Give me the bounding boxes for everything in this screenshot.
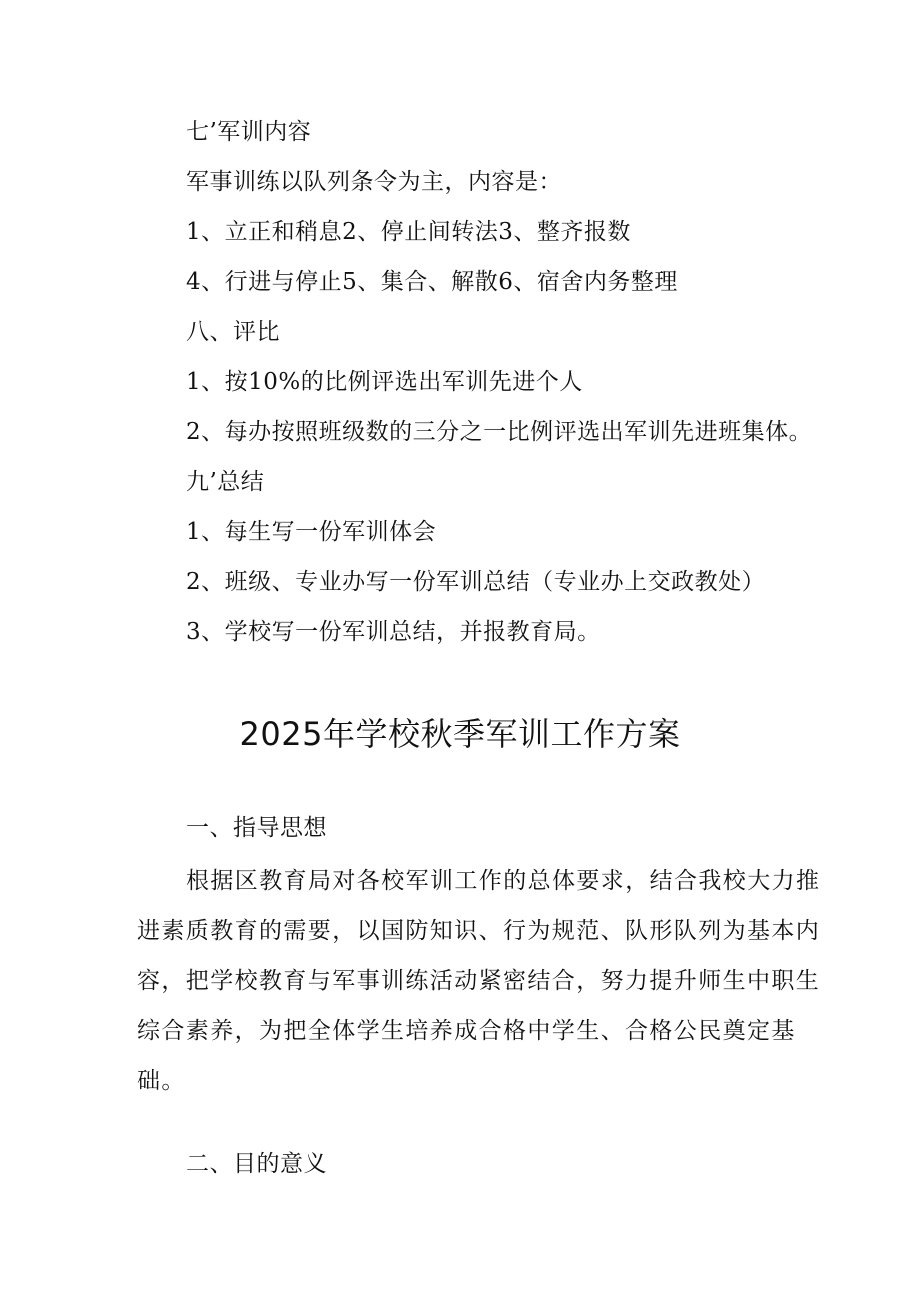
paragraph-line: 综合素养，为把全体学生培养成合格中学生、合格公民奠定基: [137, 1018, 796, 1044]
part-1-paragraph: [137, 856, 821, 1106]
section-7-intro: 军事训练以队列条令为主，内容是：: [186, 169, 562, 195]
section-8-heading: 八、评比: [186, 319, 280, 345]
paragraph-line: 根据区教育局对各校军训工作的总体要求，结合我校大力推: [186, 868, 821, 894]
part-1-heading: 一、指导思想: [186, 815, 327, 841]
paragraph-line: 容，把学校教育与军事训练活动紧密结合，努力提升师生中职生: [137, 968, 821, 994]
document-title: 2025年学校秋季军训工作方案: [239, 715, 681, 753]
section-9-item-1: 1、每生写一份军训体会: [186, 519, 437, 545]
section-8-item-2: 2、每办按照班级数的三分之一比例评选出军训先进班集体。: [186, 419, 813, 445]
section-9-item-3: 3、学校写一份军训总结，并报教育局。: [186, 619, 601, 645]
section-7-items-line-2: 4、行进与停止5、集合、解散6、宿舍内务整理: [186, 269, 678, 295]
section-8-item-1: 1、按10%的比例评选出军训先进个人: [186, 369, 583, 395]
section-7-heading: 七’军训内容: [186, 119, 312, 145]
paragraph-line: 进素质教育的需要，以国防知识、行为规范、队形队列为基本内: [137, 918, 821, 944]
section-9-item-2: 2、班级、专业办写一份军训总结（专业办上交政教处）: [186, 569, 766, 595]
paragraph-line: 础。: [137, 1068, 186, 1094]
section-7-items-line-1: 1、立正和稍息2、停止间转法3、整齐报数: [186, 219, 631, 245]
part-2-heading: 二、目的意义: [186, 1151, 327, 1177]
section-9-heading: 九’总结: [186, 469, 265, 495]
